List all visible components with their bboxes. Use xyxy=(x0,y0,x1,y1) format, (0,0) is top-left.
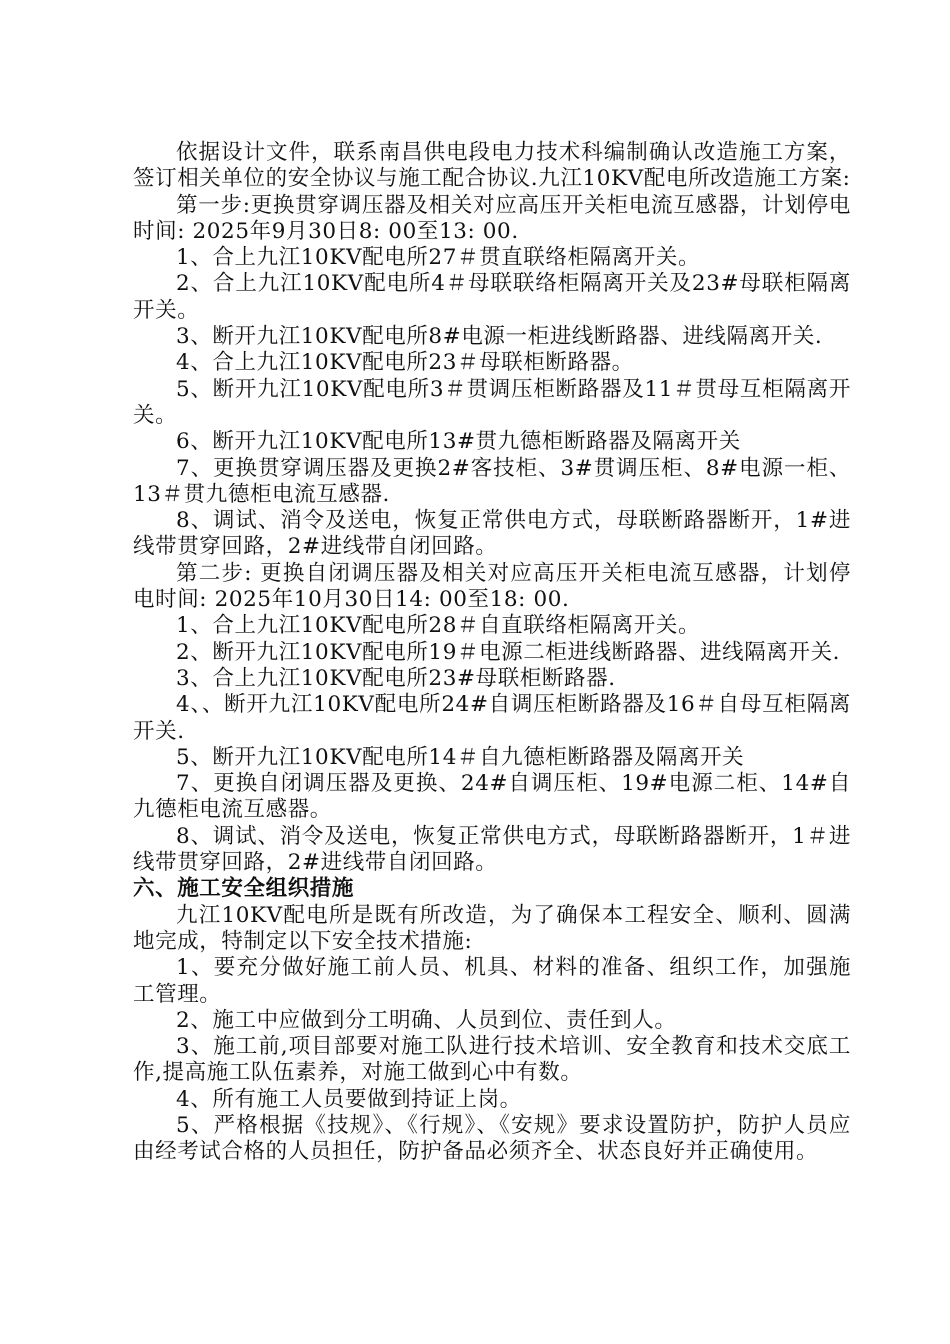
safety-item-1: 1、要充分做好施工前人员、机具、材料的准备、组织工作，加强施工管理。 xyxy=(133,955,851,1007)
safety-item-4: 4、所有施工人员要做到持证上岗。 xyxy=(176,1086,522,1112)
step-one-item-5: 5、断开九江10KV配电所3＃贯调压柜断路器及11＃贯母互柜隔离开关。 xyxy=(133,376,851,428)
step-one-item-6: 6、断开九江10KV配电所13#贯九德柜断路器及隔离开关 xyxy=(176,429,741,455)
section-heading: 六、施工安全组织措施 xyxy=(133,876,355,902)
step-two-item-8: 8、调试、消令及送电，恢复正常供电方式，母联断路器断开，1＃进线带贯穿回路，2#进线带自闭回路。 xyxy=(133,823,851,876)
safety-intro-paragraph: 九江10KV配电所是既有所改造，为了确保本工程安全、顺利、圆满地完成，特制定以下安全技术措施: xyxy=(133,902,851,954)
step-two-item-1: 1、合上九江10KV配电所28＃自直联络柜隔离开关。 xyxy=(176,613,701,639)
step-two-item-3: 3、合上九江10KV配电所23#母联柜断路器. xyxy=(176,665,616,691)
intro-paragraph: 依据设计文件，联系南昌供电段电力技术科编制确认改造施工方案，签订相关单位的安全协议与施工配合协议.九江10KV配电所改造施工方案: xyxy=(133,140,851,192)
safety-item-5: 5、严格根据《技规》、《行规》、《安规》要求设置防护，防护人员应由经考试合格的人员担任，防护备品必须齐全、状态良好并正确使用。 xyxy=(133,1112,851,1165)
step-one-item-7: 7、更换贯穿调压器及更换2#客技柜、3#贯调压柜、8#电源一柜、13＃贯九德柜电流互感器. xyxy=(133,455,851,507)
step-one-item-3: 3、断开九江10KV配电所8#电源一柜进线断路器、进线隔离开关. xyxy=(176,324,823,350)
step-one-item-8: 8、调试、消令及送电，恢复正常供电方式，母联断路器断开，1#进线带贯穿回路，2#进线带自闭回路。 xyxy=(133,508,851,560)
step-two-item-5: 5、断开九江10KV配电所14＃自九德柜断路器及隔离开关 xyxy=(176,744,745,770)
step-one-item-2: 2、合上九江10KV配电所4＃母联联络柜隔离开关及23#母联柜隔离开关。 xyxy=(133,271,851,323)
step-two-item-7: 7、更换自闭调压器及更换、24#自调压柜、19#电源二柜、14#自九德柜电流互感器。 xyxy=(133,771,851,823)
step-two-item-2: 2、断开九江10KV配电所19＃电源二柜进线断路器、进线隔离开关. xyxy=(176,639,841,665)
document-page xyxy=(133,140,851,1166)
step-two-item-4: 4、、断开九江10KV配电所24#自调压柜断路器及16＃自母互柜隔离开关. xyxy=(133,692,851,744)
step-one-paragraph: 第一步:更换贯穿调压器及相关对应高压开关柜电流互感器，计划停电时间: 2025年9月30日8: 00至13: 00. xyxy=(133,192,851,244)
safety-item-3: 3、施工前,项目部要对施工队进行技术培训、安全教育和技术交底工作,提高施工队伍素养，对施工做到心中有数。 xyxy=(133,1034,851,1086)
step-one-item-4: 4、合上九江10KV配电所23＃母联柜断路器。 xyxy=(176,350,634,376)
step-two-paragraph: 第二步: 更换自闭调压器及相关对应高压开关柜电流互感器，计划停电时间: 2025年10月30日14: 00至18: 00. xyxy=(133,560,851,613)
step-one-item-1: 1、合上九江10KV配电所27＃贯直联络柜隔离开关。 xyxy=(176,245,701,271)
safety-item-2: 2、施工中应做到分工明确、人员到位、责任到人。 xyxy=(176,1007,677,1033)
